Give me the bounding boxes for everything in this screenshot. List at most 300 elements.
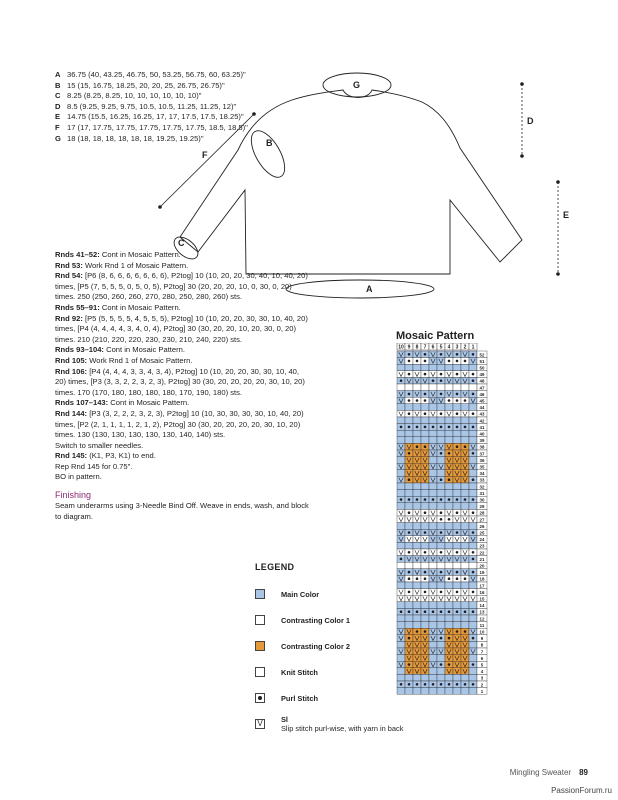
measurement-value: 36.75 (40, 43.25, 46.75, 50, 53.25, 56.75, 60, 63.25)" — [67, 70, 246, 79]
purl-dot — [400, 379, 403, 382]
purl-dot — [424, 551, 427, 554]
chart-row-number: 29 — [479, 504, 485, 510]
chart-cell — [421, 364, 429, 371]
instruction-step — [55, 356, 310, 367]
footer-title: Mingling Sweater — [509, 768, 572, 777]
purl-dot — [424, 399, 427, 402]
chart-row-number: 45 — [479, 398, 485, 404]
chart-cell — [445, 430, 453, 437]
chart-cell — [445, 523, 453, 530]
chart-row-number: 14 — [479, 603, 485, 609]
chart-cell — [437, 470, 445, 477]
purl-dot — [424, 412, 427, 415]
chart-cell — [461, 384, 469, 391]
purl-dot — [456, 412, 459, 415]
label-f: F — [202, 150, 208, 160]
chart-cell — [421, 542, 429, 549]
legend-label: Purl Stitch — [281, 693, 318, 703]
legend-item — [255, 607, 475, 633]
purl-dot — [456, 551, 459, 554]
purl-dot — [416, 445, 419, 448]
chart-row-number: 3 — [480, 675, 484, 681]
chart-cell — [397, 437, 405, 444]
chart-cell — [437, 437, 445, 444]
chart-cell — [437, 417, 445, 424]
legend-label: Sl Slip stitch purl-wise, with yarn in back — [281, 715, 404, 733]
chart-cell — [429, 483, 437, 490]
measurement-value: 8.5 (9.25, 9.25, 9.75, 10.5, 10.5, 11.25, 11.25, 12)" — [67, 101, 237, 111]
chart-cell — [421, 490, 429, 497]
chart-cell — [445, 384, 453, 391]
purl-dot — [472, 426, 475, 429]
chart-row-number: 49 — [479, 372, 485, 378]
instruction-text: (K1, P3, K1) to end. — [87, 451, 156, 461]
chart-row-number: 25 — [479, 530, 485, 536]
chart-cell — [413, 404, 421, 411]
instruction-label: Rnd 92: — [55, 313, 83, 323]
measurement-value: 14.75 (15.5, 16.25, 16.25, 17, 17, 17.5, 17.5, 18.25)" — [67, 112, 244, 122]
purl-dot — [472, 393, 475, 396]
purl-dot — [456, 445, 459, 448]
contrasting-color-1-swatch — [255, 615, 265, 625]
label-c: C — [178, 238, 185, 248]
instruction-text: [P6 (8, 6, 6, 6, 6, 6, 6, 6), P2tog] 10 (10, 20, 20, 30, 40, 10, 40, 20) times, [P5 (7, 5, 5, 5, 0, 5, 0, 5), P2tog] 30 (20, 20, 20, 10, 0, 30, 0, 20) times. 250 (250, 260, 260, 270, 280, 250, 280, 260) sts. — [55, 271, 308, 302]
purl-dot — [400, 426, 403, 429]
chart-row-number: 40 — [479, 431, 485, 437]
instruction-text: Cont in Mosaic Pattern. — [99, 250, 181, 259]
instruction-label: Rnd 105: — [55, 355, 88, 365]
instruction-label: Rnds 93–104: — [55, 345, 104, 355]
purl-dot — [432, 498, 435, 501]
chart-cell — [461, 430, 469, 437]
label-b: B — [266, 138, 273, 148]
watermark: PassionForum.ru — [551, 786, 612, 795]
purl-dot — [472, 478, 475, 481]
label-d: D — [527, 116, 534, 126]
purl-dot — [456, 531, 459, 534]
purl-dot — [408, 452, 411, 455]
chart-cell — [421, 417, 429, 424]
purl-dot — [408, 498, 411, 501]
main-color-swatch — [255, 589, 265, 599]
measurement-letter: F — [55, 122, 60, 132]
chart-row-number: 12 — [479, 616, 485, 622]
label-a: A — [366, 284, 373, 294]
chart-row-number: 18 — [479, 576, 485, 582]
chart-cell — [445, 483, 453, 490]
purl-dot — [408, 360, 411, 363]
chart-cell — [469, 437, 477, 444]
chart-row-number: 20 — [479, 563, 485, 569]
chart-row-number: 23 — [479, 543, 485, 549]
sleeve-length-line — [160, 114, 254, 207]
chart-cell — [405, 384, 413, 391]
chart-row-number: 16 — [479, 589, 485, 595]
chart-row-number: 36 — [479, 457, 485, 463]
purl-dot — [440, 452, 443, 455]
purl-dot — [424, 531, 427, 534]
chart-row-number: 24 — [479, 537, 485, 543]
slip-stitch-symbol: V — [255, 719, 265, 729]
chart-row-number: 28 — [479, 510, 485, 516]
instruction-text: Cont in Mosaic Pattern. — [108, 398, 190, 408]
legend-description: Slip stitch purl-wise, with yarn in back — [281, 724, 404, 733]
chart-row-number: 39 — [479, 438, 485, 444]
purl-dot — [464, 399, 467, 402]
chart-col-number: 9 — [407, 344, 411, 351]
purl-dot — [424, 360, 427, 363]
chart-cell — [445, 364, 453, 371]
chart-row-number: 48 — [479, 378, 485, 384]
chart-cell — [429, 503, 437, 510]
purl-dot — [408, 399, 411, 402]
chart-row-number: 42 — [479, 418, 485, 424]
chart-cell — [437, 404, 445, 411]
purl-dot — [440, 379, 443, 382]
instruction-label: Rnds 107–143: — [55, 398, 109, 408]
page-footer — [510, 768, 588, 777]
instruction-text: [P3 (3, 2, 2, 2, 3, 2, 3), P2tog] 10 (10, 30, 30, 30, 30, 10, 40, 20) times, [P2 (2, 1, 1, 1, 1, 2, 1, 2), P2tog] 30 (30, 20, 20, 20, 20, 30, 10, 20) times. 130 (130, 130, 130, 130, 130, 140, 140) sts. — [55, 408, 304, 440]
chart-cell — [437, 384, 445, 391]
purl-dot — [440, 498, 443, 501]
chart-cell — [429, 364, 437, 371]
chart-cell — [469, 523, 477, 530]
measurement-letter: A — [55, 70, 61, 79]
purl-dot — [400, 498, 403, 501]
instruction-label: Rnd 144: — [55, 408, 88, 418]
chart-cell — [469, 503, 477, 510]
purl-dot — [448, 498, 451, 501]
chart-cell — [421, 384, 429, 391]
instruction-label: Rnds 55–91: — [55, 302, 100, 312]
purl-dot — [424, 373, 427, 376]
label-e: E — [563, 210, 570, 220]
chart-cell — [461, 404, 469, 411]
chart-cell — [461, 490, 469, 497]
chart-cell — [413, 417, 421, 424]
chart-col-number: 8 — [415, 344, 419, 351]
chart-row-number: 50 — [479, 365, 485, 371]
instruction-step — [55, 451, 310, 462]
chart-cell — [397, 457, 405, 464]
chart-cell — [437, 430, 445, 437]
chart-cell — [469, 542, 477, 549]
purl-dot — [456, 393, 459, 396]
chart-cell — [405, 503, 413, 510]
chart-row-number: 17 — [479, 583, 485, 589]
purl-dot — [432, 379, 435, 382]
chart-cell — [445, 437, 453, 444]
chart-cell — [405, 523, 413, 530]
finishing-title: Finishing — [55, 490, 92, 501]
chart-cell — [413, 437, 421, 444]
measurement-letter: C — [55, 91, 61, 101]
chart-cell — [453, 404, 461, 411]
chart-col-number: 1 — [471, 344, 475, 351]
chart-cell — [469, 430, 477, 437]
instruction-text: Switch to smaller needles. — [55, 440, 144, 450]
instruction-label: Rnd 53: — [55, 260, 83, 270]
purl-dot — [408, 551, 411, 554]
chart-cell — [461, 542, 469, 549]
chart-cell — [437, 457, 445, 464]
purl-dot — [448, 399, 451, 402]
chart-cell — [429, 457, 437, 464]
chart-cell — [445, 404, 453, 411]
chart-cell — [461, 417, 469, 424]
chart-cell — [405, 437, 413, 444]
chart-cell — [453, 483, 461, 490]
purl-dot — [448, 452, 451, 455]
chart-cell — [421, 503, 429, 510]
purl-dot — [472, 551, 475, 554]
chart-cell — [469, 364, 477, 371]
purl-dot — [440, 412, 443, 415]
chart-cell — [405, 364, 413, 371]
chart-cell — [453, 364, 461, 371]
purl-dot — [424, 445, 427, 448]
chart-cell — [397, 384, 405, 391]
instruction-text: BO in pattern. — [55, 472, 102, 482]
chart-cell — [413, 430, 421, 437]
measurement-letter: B — [55, 80, 61, 90]
legend-item — [255, 581, 475, 607]
chart-cell — [437, 503, 445, 510]
chart-title: Mosaic Pattern — [396, 330, 475, 342]
purl-dot — [408, 426, 411, 429]
chart-row-number: 52 — [479, 352, 485, 358]
purl-dot — [472, 379, 475, 382]
purl-dot — [440, 511, 443, 514]
purl-dot — [424, 353, 427, 356]
purl-dot — [472, 353, 475, 356]
knit-stitch-symbol — [255, 667, 265, 677]
chart-cell — [469, 470, 477, 477]
chart-cell — [469, 490, 477, 497]
chart-row-number: 7 — [480, 649, 484, 655]
chart-cell — [405, 542, 413, 549]
measurement-letter: G — [55, 133, 61, 143]
legend-label: Contrasting Color 2 — [281, 641, 350, 651]
chart-cell — [469, 457, 477, 464]
instructions — [55, 250, 310, 522]
chart-cell — [421, 483, 429, 490]
chart-cell — [405, 404, 413, 411]
purl-dot — [408, 373, 411, 376]
chart-cell — [405, 483, 413, 490]
chart-cell — [429, 490, 437, 497]
chart-cell — [413, 523, 421, 530]
chart-row-number: 22 — [479, 550, 485, 556]
finishing-text: Seam underarms using 3-Needle Bind Off. Weave in ends, wash, and block to diagram. — [55, 501, 309, 521]
chart-cell — [413, 490, 421, 497]
armhole-ellipse — [245, 125, 292, 182]
instruction-step — [55, 345, 310, 356]
purl-dot — [464, 360, 467, 363]
instruction-step — [55, 261, 310, 272]
purl-dot — [456, 360, 459, 363]
instruction-step — [55, 472, 310, 483]
chart-cell — [429, 437, 437, 444]
instruction-label: Rnd 106: — [55, 366, 88, 376]
purl-dot — [456, 399, 459, 402]
chart-col-number: 6 — [431, 344, 435, 351]
chart-cell — [421, 430, 429, 437]
purl-dot — [448, 360, 451, 363]
instruction-text: Cont in Mosaic Pattern. — [103, 345, 186, 355]
chart-cell — [413, 364, 421, 371]
chart-cell — [413, 542, 421, 549]
purl-dot — [400, 558, 403, 561]
chart-row-number: 27 — [479, 517, 485, 523]
chart-cell — [397, 430, 405, 437]
instruction-text: [P5 (5, 5, 5, 5, 4, 5, 5, 5), P2tog] 10 (10, 20, 20, 30, 30, 10, 40, 20) times, [P4 (4, 4, 4, 4, 3, 4, 0, 4), P2tog] 30 (30, 20, 20, 10, 20, 30, 0, 20) times. 210 (210, 220, 220, 230, 230, 210, 240, 220) sts. — [55, 313, 308, 344]
chart-row-number: 5 — [480, 662, 484, 668]
purl-dot — [472, 531, 475, 534]
chart-col-number: 3 — [455, 344, 459, 351]
chart-cell — [437, 483, 445, 490]
chart-cell — [405, 490, 413, 497]
chart-cell — [437, 490, 445, 497]
purl-dot — [456, 373, 459, 376]
chart-row-number: 4 — [480, 669, 484, 675]
legend-item — [255, 659, 475, 685]
chart-cell — [453, 437, 461, 444]
chart-row-number: 37 — [479, 451, 485, 457]
purl-dot — [456, 353, 459, 356]
chart-row-number: 41 — [479, 424, 485, 430]
chart-cell — [445, 417, 453, 424]
instruction-label: Rnd 145: — [55, 451, 88, 461]
purl-dot — [408, 511, 411, 514]
purl-dot — [472, 373, 475, 376]
purl-dot — [432, 426, 435, 429]
chart-cell — [453, 542, 461, 549]
purl-dot — [408, 412, 411, 415]
chart-cell — [461, 437, 469, 444]
purl-dot — [416, 498, 419, 501]
chart-cell — [397, 483, 405, 490]
chart-cell — [445, 490, 453, 497]
chart-row-number: 8 — [480, 642, 484, 648]
chart-row-number: 10 — [479, 629, 485, 635]
chart-cell — [437, 542, 445, 549]
purl-dot — [448, 518, 451, 521]
chart-cell — [453, 490, 461, 497]
chart-cell — [429, 404, 437, 411]
measurement-value: 17 (17, 17.75, 17.75, 17.75, 17.75, 17.75, 18.5, 18.5)" — [67, 122, 248, 132]
chart-row-number: 6 — [480, 655, 484, 661]
chart-col-number: 10 — [398, 344, 404, 351]
purl-dot — [424, 426, 427, 429]
instruction-step — [55, 462, 310, 473]
chart-cell — [461, 364, 469, 371]
chart-cell — [413, 503, 421, 510]
purl-dot — [456, 426, 459, 429]
chart-row-number: 33 — [479, 477, 485, 483]
instruction-step — [55, 271, 310, 303]
chart-cell — [437, 523, 445, 530]
measurement-value: 8.25 (8.25, 8.25, 10, 10, 10, 10, 10, 10)" — [67, 91, 202, 101]
chart-cell — [453, 523, 461, 530]
purl-dot — [448, 426, 451, 429]
chart-row-number: 9 — [480, 636, 484, 642]
instruction-text: Work Rnd 1 of Mosaic Pattern. — [87, 355, 193, 365]
chart-row-number: 35 — [479, 464, 485, 470]
purl-dot — [440, 518, 443, 521]
chart-cell — [469, 404, 477, 411]
instruction-step — [55, 250, 310, 261]
chart-row-number: 46 — [479, 391, 485, 397]
legend-item — [255, 711, 475, 737]
chart-cell — [429, 523, 437, 530]
instruction-step — [55, 409, 310, 441]
chart-row-number: 38 — [479, 444, 485, 450]
chart-col-number: 4 — [447, 344, 451, 351]
chart-cell — [397, 470, 405, 477]
purl-stitch-symbol — [255, 693, 265, 703]
chart-col-number: 7 — [423, 344, 427, 351]
chart-cell — [461, 503, 469, 510]
chart-row-number: 21 — [479, 556, 485, 562]
purl-dot — [440, 478, 443, 481]
purl-dot — [464, 426, 467, 429]
legend — [255, 562, 475, 737]
purl-dot — [472, 452, 475, 455]
chart-cell — [413, 384, 421, 391]
instruction-step — [55, 314, 310, 346]
chart-cell — [421, 437, 429, 444]
label-g: G — [353, 80, 361, 90]
purl-dot — [440, 353, 443, 356]
instruction-step — [55, 441, 310, 452]
chart-cell — [405, 417, 413, 424]
measurement-value: 18 (18, 18, 18, 18, 18, 18, 19.25, 19.25)" — [67, 133, 204, 143]
chart-cell — [445, 503, 453, 510]
instruction-text: Rep Rnd 145 for 0.75". — [55, 461, 133, 471]
purl-dot — [440, 551, 443, 554]
purl-dot — [456, 511, 459, 514]
contrasting-color-2-swatch — [255, 641, 265, 651]
chart-cell — [429, 417, 437, 424]
chart-row-number: 32 — [479, 484, 485, 490]
instruction-text: Work Rnd 1 of Mosaic Pattern. — [82, 260, 189, 270]
chart-cell — [469, 384, 477, 391]
chart-cell — [429, 430, 437, 437]
chart-cell — [421, 523, 429, 530]
chart-row-number: 15 — [479, 596, 485, 602]
instruction-label: Rnds 41–52: — [55, 250, 100, 259]
chart-cell — [461, 523, 469, 530]
purl-dot — [456, 498, 459, 501]
chart-cell — [445, 542, 453, 549]
chart-cell — [469, 417, 477, 424]
purl-dot — [472, 558, 475, 561]
chart-row-number: 34 — [479, 471, 485, 477]
chart-cell — [461, 483, 469, 490]
chart-cell — [397, 417, 405, 424]
chart-cell — [453, 430, 461, 437]
sweater-outline — [180, 90, 522, 274]
legend-item — [255, 685, 475, 711]
chart-row-number: 11 — [479, 622, 485, 628]
chart-cell — [405, 430, 413, 437]
instruction-label: Rnd 54: — [55, 271, 83, 281]
chart-cell — [429, 384, 437, 391]
instruction-step — [55, 367, 310, 399]
chart-row-number: 51 — [479, 358, 485, 364]
chart-cell — [397, 490, 405, 497]
